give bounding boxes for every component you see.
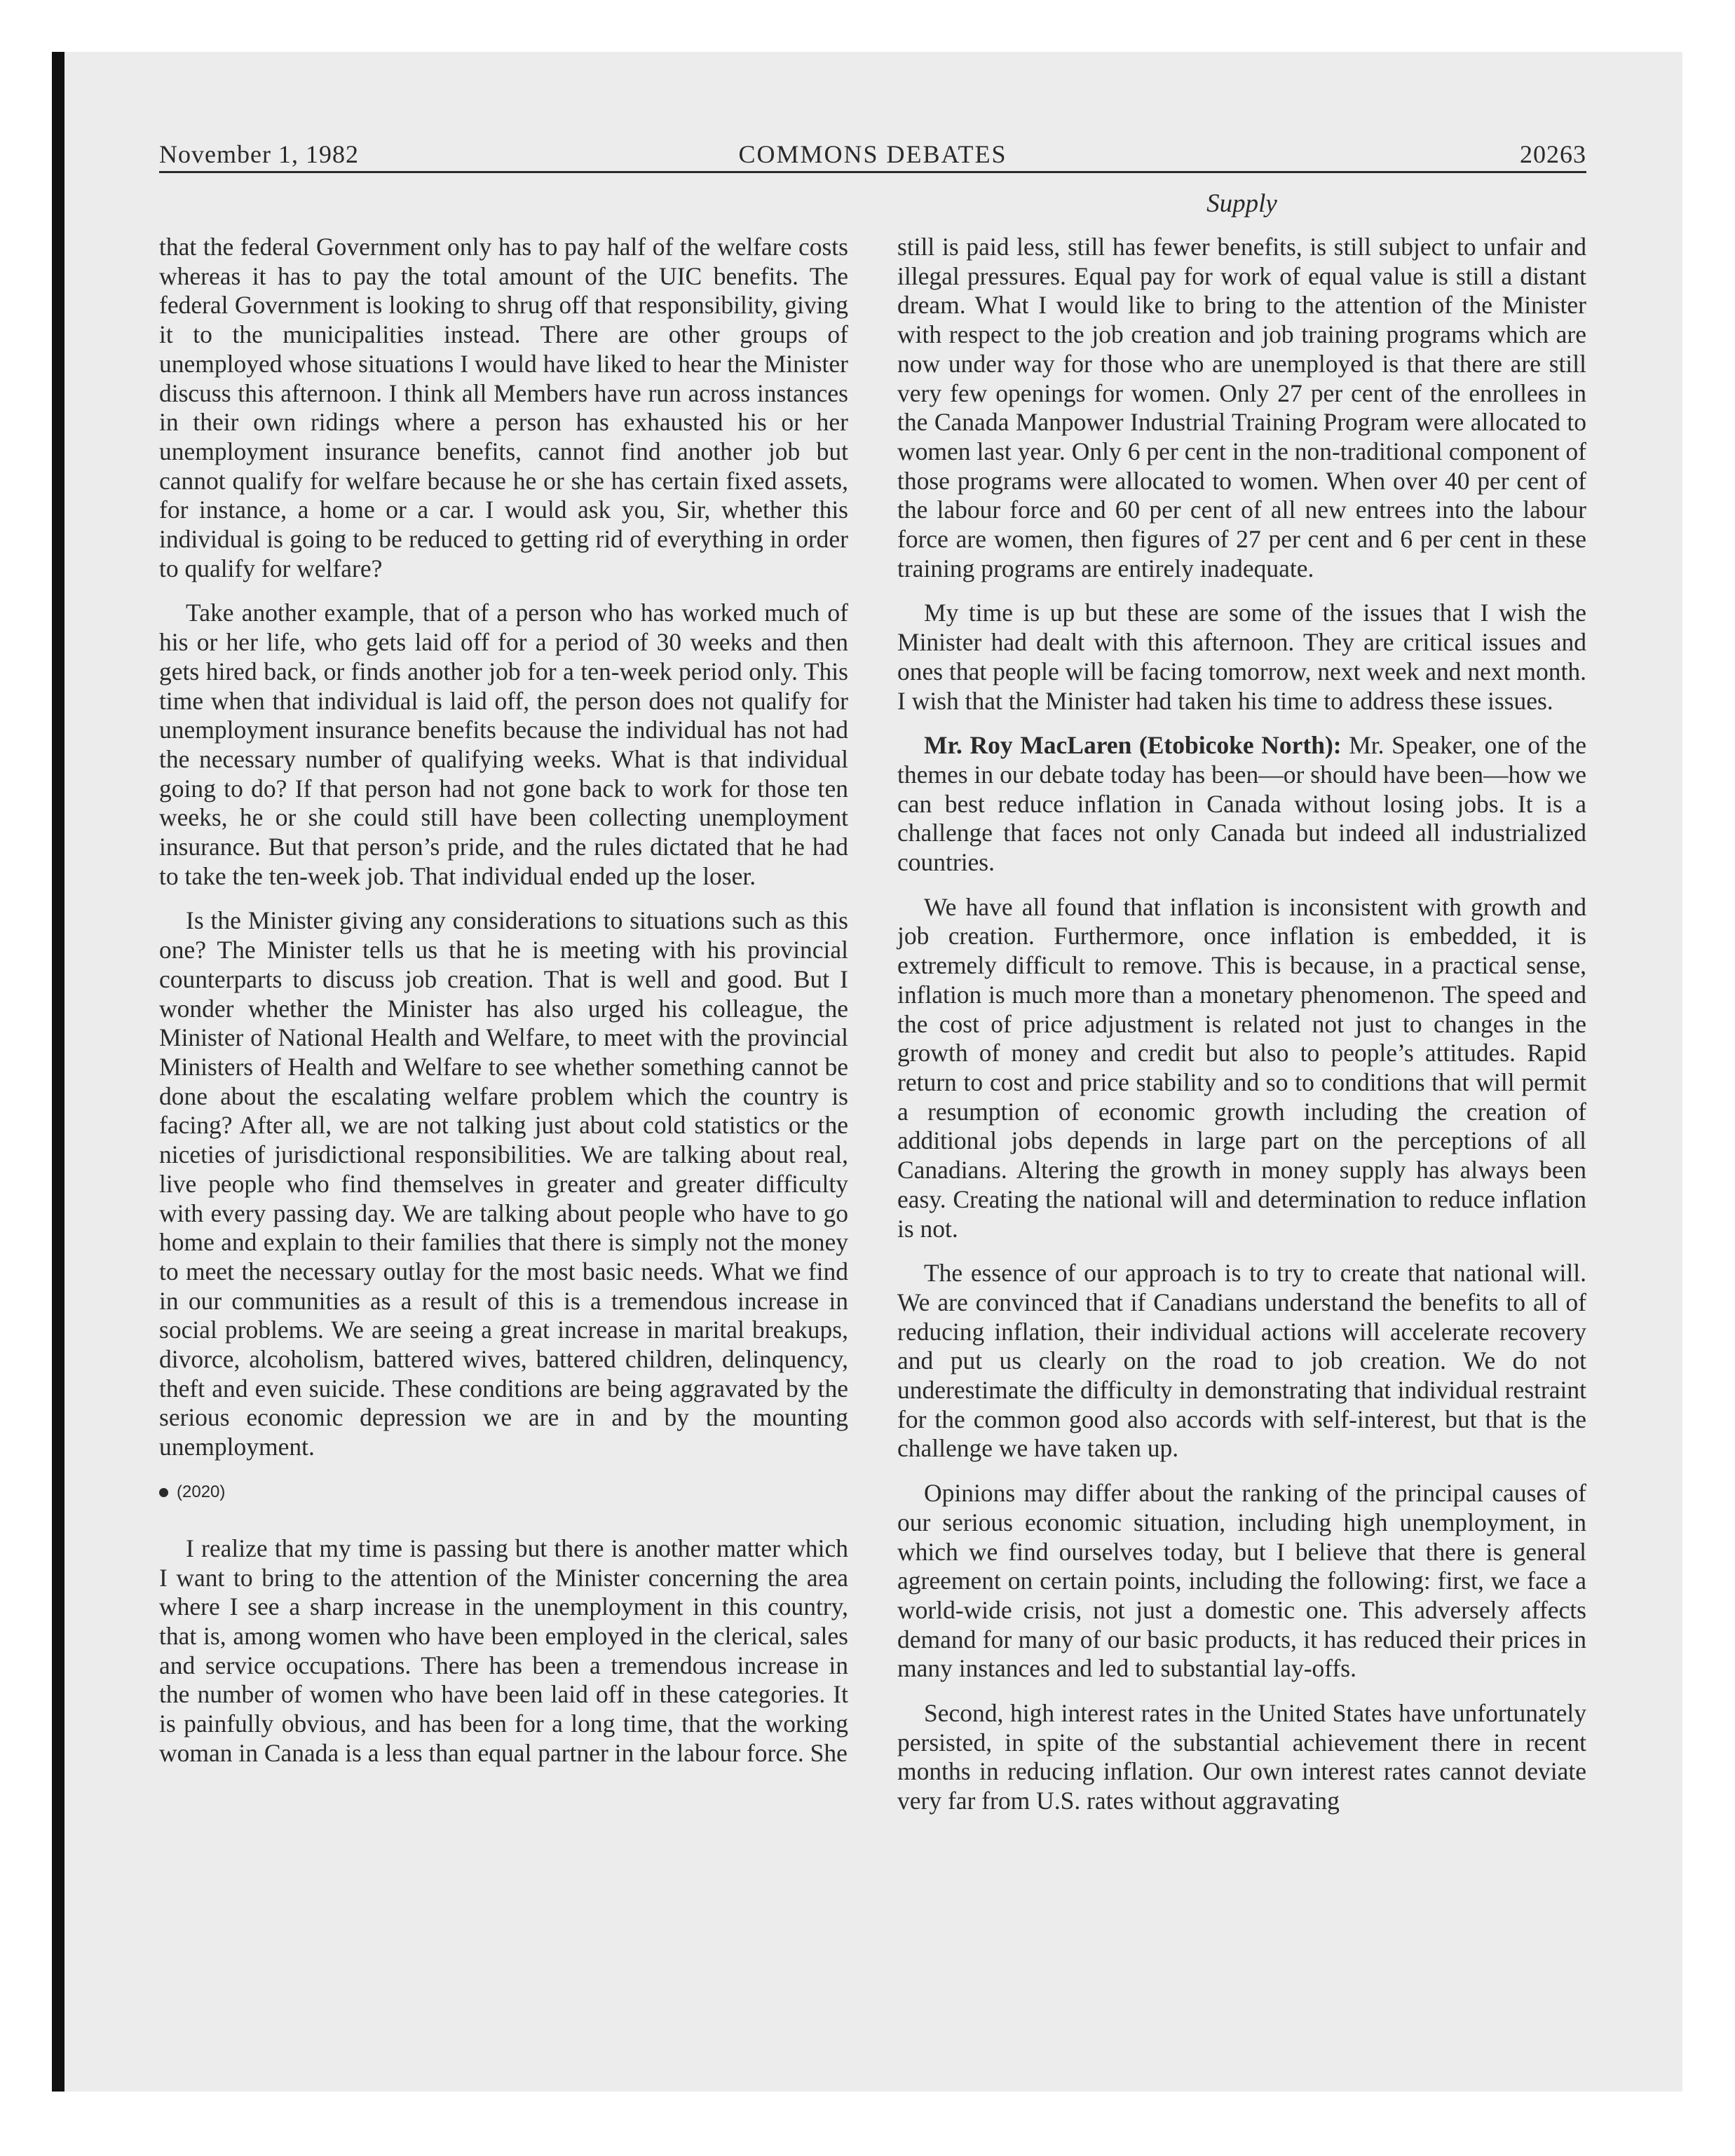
- paragraph: Take another example, that of a person who has worked much of his or her life, who gets laid off for a period of 30 weeks and then gets hired back, or finds another job for a ten-week period only. This time when that individual is laid off, the person does not qualify for unemployment insurance benefits because the individual has not had the necessary number of qualifying weeks. What is that individual going to do? If that person had not gone back to work for those ten weeks, he or she could still have been collecting unemployment insurance. But that person’s pride, and the rules dictated that he had to take the ten-week job. That individual ended up the loser.: [159, 599, 848, 890]
- time-marker-text: (2020): [177, 1482, 226, 1501]
- paragraph: I realize that my time is passing but there is another matter which I want to bring to the attention of the Minister concerning the area where I see a sharp increase in the unemployment in this country, that is, among women who have been employed in the clerical, sales and service occupations. There has been a tremendous increase in the number of women who have been laid off in these categories. It is painfully obvious, and has been for a long time, that the working woman in Canada is a less than equal partner in the labour force. She: [159, 1534, 848, 1767]
- paragraph: Opinions may differ about the ranking of the principal causes of our serious economic situation, including high unemployment, in which we find ourselves today, but I believe that there is general agreement on certain points, including the following: first, we face a world-wide crisis, not just a domestic one. This adversely affects demand for many of our basic products, it has reduced their prices in many instances and led to substantial lay-offs.: [897, 1479, 1586, 1683]
- scan-edge: [52, 52, 64, 2092]
- paragraph: We have all found that inflation is inconsistent with growth and job creation. Furthermore, once inflation is embedded, it is extremely difficult to remove. This is because, in a practical sense, inflation is much more than a monetary phenomenon. The speed and the cost of price adjustment is related not just to changes in the growth of money and credit but also to people’s attitudes. Rapid return to cost and price stability and so to conditions that will permit a resumption of economic growth including the creation of additional jobs depends in large part on the perceptions of all Canadians. Altering the growth in money supply has always been easy. Creating the national will and determination to reduce inflation is not.: [897, 892, 1586, 1243]
- paragraph: Is the Minister giving any considerations to situations such as this one? The Minister tells us that he is meeting with his provincial counterparts to discuss job creation. That is well and good. But I wonder whether the Minister has also urged his colleague, the Minister of National Health and Welfare, to meet with the provincial Ministers of Health and Welfare to see whether something cannot be done about the escalating welfare problem which the country is facing? After all, we are not talking just about cold statistics or the niceties of jurisdictional responsibilities. We are talking about real, live people who find themselves in greater and greater difficulty with every passing day. We are talking about people who have to go home and explain to their families that there is simply not the money to meet the necessary outlay for the most basic needs. What we find in our communities as a result of this is a tremendous increase in social problems. We are seeing a great increase in marital breakups, divorce, alcoholism, battered wives, battered children, delinquency, theft and even suicide. These conditions are being aggravated by the serious economic depression we are in and by the mounting unemployment.: [159, 906, 848, 1461]
- paragraph: Second, high interest rates in the United States have unfortunately persisted, in spite of the substantial achievement there in recent months in reducing inflation. Our own interest rates cannot deviate very far from U.S. rates without aggravating: [897, 1699, 1586, 1815]
- header-page-number: 20263: [1520, 140, 1586, 168]
- paragraph: that the federal Government only has to pay half of the welfare costs whereas it has to pay the total amount of the UIC benefits. The federal Government is looking to shrug off that responsibility, giving it to the municipalities instead. There are other groups of unemployed whose situations I would have liked to hear the Minister discuss this afternoon. I think all Members have run across instances in their own ridings where a person has exhausted his or her unemployment insurance benefits, cannot find another job but cannot qualify for welfare because he or she has certain fixed assets, for instance, a home or a car. I would ask you, Sir, whether this individual is going to be reduced to getting rid of everything in order to qualify for welfare?: [159, 233, 848, 582]
- right-column: [897, 233, 1586, 1831]
- paragraph: My time is up but these are some of the issues that I wish the Minister had dealt with this afternoon. They are critical issues and ones that people will be facing tomorrow, next week and next month. I wish that the Minister had taken his time to address these issues.: [897, 599, 1586, 715]
- left-column: [159, 233, 848, 1783]
- bullet-icon: [159, 1488, 168, 1497]
- time-marker: [159, 1478, 848, 1506]
- paragraph: still is paid less, still has fewer benefits, is still subject to unfair and illegal pressures. Equal pay for work of equal value is still a distant dream. What I would like to bring to the attention of the Minister with respect to the job creation and job training programs which are now under way for those who are unemployed is that there are still very few openings for women. Only 27 per cent of the enrollees in the Canada Manpower Industrial Training Program were allocated to women last year. Only 6 per cent in the non-traditional component of those programs were allocated to women. When over 40 per cent of the labour force and 60 per cent of all new entrees into the labour force are women, then figures of 27 per cent and 6 per cent in these training programs are entirely inadequate.: [897, 233, 1586, 582]
- speaker-text: Mr. Speaker, one of the themes in our debate today has been—or should have been—how we can best reduce inflation in Canada without losing jobs. It is a challenge that faces not only Canada but indeed all industrialized countries.: [897, 731, 1586, 877]
- speaker-paragraph: [897, 731, 1586, 878]
- paragraph: The essence of our approach is to try to create that national will. We are convinced that if Canadians understand the benefits to all of reducing inflation, their individual actions will accelerate recovery and put us clearly on the road to job creation. We do not underestimate the difficulty in demonstrating that individual restraint for the common good also accords with self-interest, but that is the challenge we have taken up.: [897, 1259, 1586, 1463]
- speaker-name: Mr. Roy MacLaren (Etobicoke North):: [924, 731, 1342, 760]
- header-date: November 1, 1982: [159, 140, 359, 168]
- page-header: [159, 138, 1586, 170]
- header-title: COMMONS DEBATES: [738, 140, 1007, 168]
- section-title: Supply: [1206, 189, 1277, 218]
- header-rule: [159, 171, 1586, 173]
